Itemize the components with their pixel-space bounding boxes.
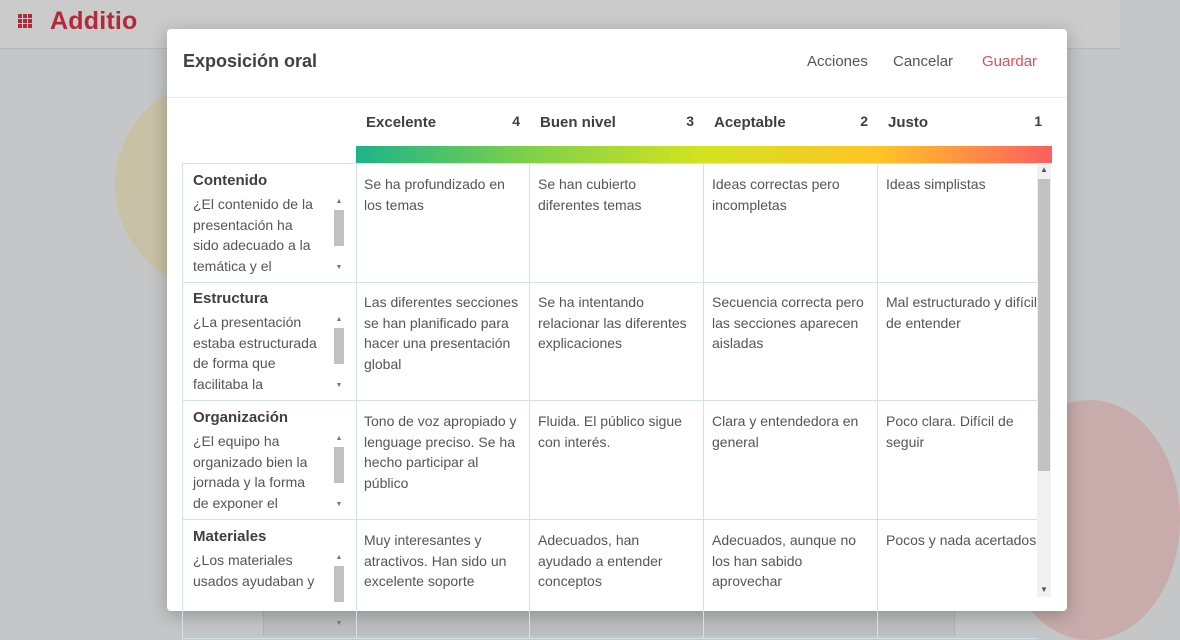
cell-text: Se ha profundizado en los temas — [364, 176, 505, 213]
scroll-down-icon[interactable]: ▼ — [335, 501, 343, 508]
rubric-row — [182, 401, 1037, 520]
scroll-up-icon[interactable]: ▲ — [335, 316, 343, 323]
rubric-row — [182, 282, 1037, 401]
level-name: Buen nivel — [540, 114, 616, 131]
criterion-description: ¿El equipo ha organizado bien la jornada y la forma de exponer el — [193, 433, 308, 511]
rubric-cell[interactable] — [703, 282, 878, 400]
rubric-cell[interactable] — [703, 401, 878, 519]
level-name: Excelente — [366, 114, 437, 131]
rubric-table — [182, 163, 1037, 627]
cell-text: Adecuados, aunque no los han sabido aprovechar — [712, 532, 857, 589]
scroll-down-icon[interactable]: ▼ — [335, 620, 343, 627]
rubric-row — [182, 520, 1037, 639]
level-header — [530, 114, 704, 134]
rubric-cell[interactable] — [529, 164, 704, 282]
criterion-cell[interactable] — [182, 520, 357, 638]
table-scrollbar[interactable] — [1037, 163, 1051, 597]
rubric-modal — [167, 29, 1067, 627]
scroll-thumb[interactable] — [334, 566, 344, 602]
level-header — [704, 114, 878, 134]
scroll-thumb[interactable] — [334, 210, 344, 246]
cell-text: Se han cubierto diferentes temas — [538, 176, 642, 213]
rubric-cell[interactable] — [703, 164, 878, 282]
criterion-title: Materiales — [193, 528, 267, 545]
level-score: 4 — [512, 113, 520, 129]
rubric-cell[interactable] — [877, 282, 1051, 400]
level-header — [356, 114, 530, 134]
criterion-cell[interactable] — [182, 164, 357, 282]
scroll-down-icon[interactable]: ▼ — [1040, 585, 1048, 594]
scroll-thumb[interactable] — [1038, 179, 1050, 471]
level-score: 2 — [860, 113, 868, 129]
rubric-cell[interactable] — [703, 520, 878, 638]
criterion-cell[interactable] — [182, 401, 357, 519]
rubric-cell[interactable] — [529, 282, 704, 400]
rubric-cell[interactable] — [355, 282, 530, 400]
rubric-cell[interactable] — [355, 164, 530, 282]
criterion-title: Estructura — [193, 290, 269, 307]
description-scrollbar[interactable] — [332, 314, 346, 392]
level-score: 1 — [1034, 113, 1042, 129]
cell-text: Secuencia correcta pero las secciones aparecen aisladas — [712, 294, 864, 351]
level-name: Aceptable — [714, 114, 786, 131]
cell-text: Fluida. El público sigue con interés. — [538, 413, 682, 450]
level-header — [878, 114, 1052, 134]
cell-text: Las diferentes secciones se han planificado para hacer una presentación global — [364, 294, 519, 372]
cell-text: Ideas correctas pero incompletas — [712, 176, 840, 213]
scroll-up-icon[interactable]: ▲ — [335, 198, 343, 205]
rubric-cell[interactable] — [529, 520, 704, 638]
cell-text: Adecuados, han ayudado a entender conceptos — [538, 532, 663, 589]
app-logo[interactable]: Additio — [50, 7, 138, 35]
cell-text: Poco clara. Difícil de seguir — [886, 413, 1014, 450]
save-button[interactable]: Guardar — [982, 53, 1038, 70]
cancel-button[interactable]: Cancelar — [893, 53, 954, 70]
scroll-down-icon[interactable]: ▼ — [335, 382, 343, 389]
scroll-thumb[interactable] — [334, 328, 344, 364]
description-scrollbar[interactable] — [332, 433, 346, 511]
grid-icon[interactable] — [18, 14, 32, 28]
cell-text: Se ha intentando relacionar las diferentes explicaciones — [538, 294, 687, 351]
cell-text: Muy interesantes y atractivos. Han sido un excelente soporte — [364, 532, 507, 589]
rubric-cell[interactable] — [529, 401, 704, 519]
scroll-down-icon[interactable]: ▼ — [335, 264, 343, 271]
criterion-description: ¿Los materiales usados ayudaban y — [193, 552, 315, 589]
criterion-title: Organización — [193, 409, 289, 426]
cell-text: Pocos y nada acertados — [886, 532, 1037, 548]
cell-text: Clara y entendedora en general — [712, 413, 859, 450]
criterion-cell[interactable] — [182, 282, 357, 400]
cell-text: Tono de voz apropiado y lenguage preciso. Se ha hecho participar al público — [364, 413, 517, 491]
criterion-description: ¿La presentación estaba estructurada de forma que facilitaba la — [193, 314, 317, 392]
scroll-up-icon[interactable]: ▲ — [335, 435, 343, 442]
rubric-cell[interactable] — [355, 520, 530, 638]
scroll-thumb[interactable] — [334, 447, 344, 483]
scroll-up-icon[interactable]: ▲ — [1040, 165, 1048, 174]
scroll-up-icon[interactable]: ▲ — [335, 554, 343, 561]
description-scrollbar[interactable] — [332, 552, 346, 630]
level-name: Justo — [888, 114, 929, 131]
rubric-cell[interactable] — [877, 401, 1051, 519]
level-gradient-bar — [356, 146, 1052, 163]
criterion-description: ¿El contenido de la presentación ha sido adecuado a la temática y el — [193, 196, 313, 274]
rubric-cell[interactable] — [877, 520, 1051, 638]
modal-title: Exposición oral — [183, 51, 318, 71]
modal-header — [167, 29, 1067, 98]
cell-text: Mal estructurado y difícil de entender — [886, 294, 1037, 331]
description-scrollbar[interactable] — [332, 196, 346, 274]
rubric-cell[interactable] — [877, 164, 1051, 282]
level-score: 3 — [686, 113, 694, 129]
criterion-title: Contenido — [193, 172, 268, 189]
cell-text: Ideas simplistas — [886, 176, 986, 192]
rubric-cell[interactable] — [355, 401, 530, 519]
actions-button[interactable]: Acciones — [807, 53, 868, 70]
rubric-row — [182, 163, 1037, 283]
